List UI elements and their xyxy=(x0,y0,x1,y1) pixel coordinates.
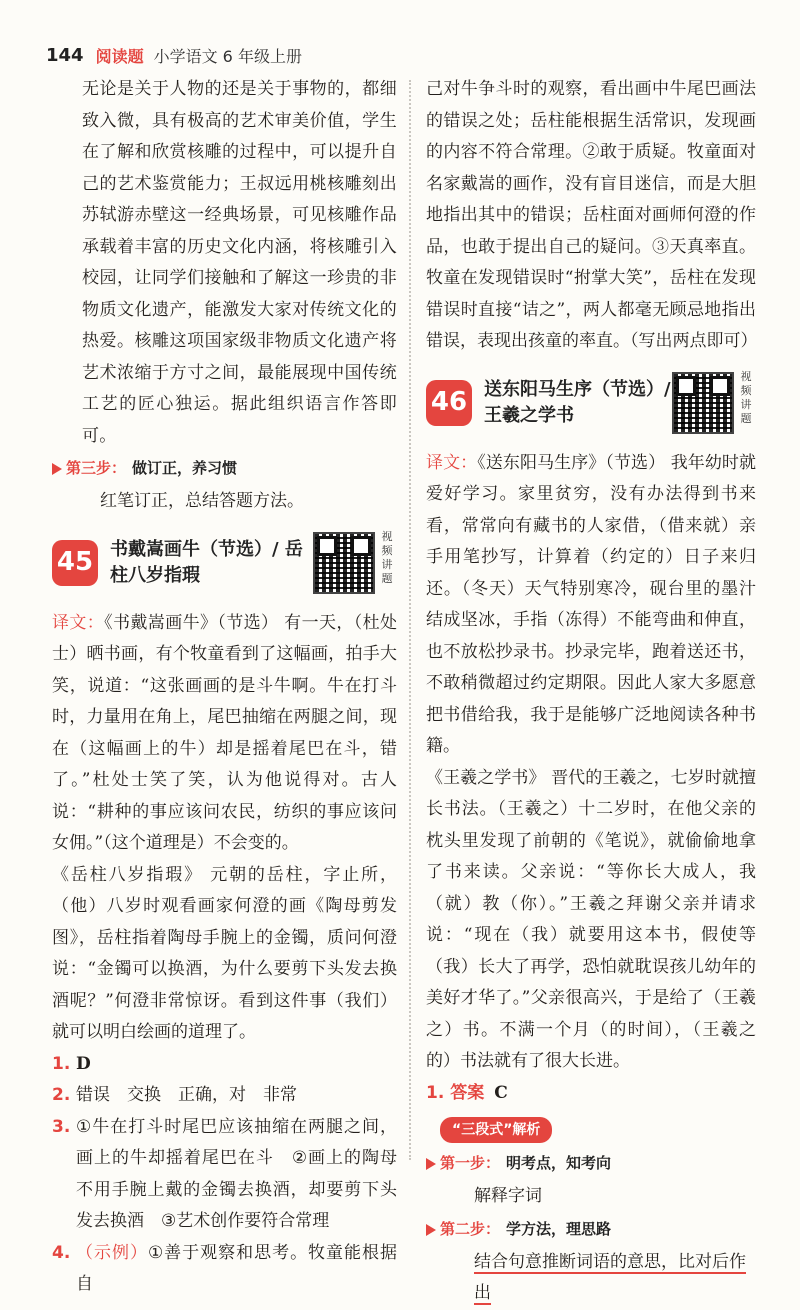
page-number: 144 xyxy=(46,44,84,66)
arrow-icon xyxy=(426,1224,436,1236)
lesson-title: 送东阳马生序（节选）/ 王羲之学书 xyxy=(484,378,671,426)
lesson-46-title xyxy=(426,368,756,438)
lesson-45-title xyxy=(52,528,397,598)
answer-3: 3. ①牛在打斗时尾巴应该抽缩在两腿之间，画上的牛却摇着尾巴在斗 ②画上的陶母不用手腕上戴的金镯去换酒，却要剪下头发去换酒 ③艺术创作要符合常理 xyxy=(52,1116,397,1231)
arrow-icon xyxy=(52,463,62,475)
video-label: 视频讲题 xyxy=(381,529,393,585)
column-divider xyxy=(409,80,411,1160)
qr-code-icon[interactable] xyxy=(672,372,734,434)
section-label: 阅读题 xyxy=(95,46,144,66)
answer-2: 2. 错误 交换 正确，对 非常 xyxy=(52,1085,297,1105)
step2-body: 结合句意推断词语的意思，比对后作出 xyxy=(474,1251,746,1303)
answer-4: 4. （示例）①善于观察和思考。牧童能根据自 xyxy=(52,1242,398,1294)
right-column xyxy=(426,74,756,1310)
arrow-icon xyxy=(426,1158,436,1170)
step1-heading: 第一步： 明考点，知考向 xyxy=(426,1147,756,1181)
analysis-pill: “三段式”解析 xyxy=(440,1117,552,1143)
video-label: 视频讲题 xyxy=(740,369,752,425)
translation-1: 译文：《书戴嵩画牛》（节选） 有一天，（杜处士）晒书画，有个牧童看到了这幅画，拍手大笑，说道：“这张画画的是斗牛啊。牛在打斗时，力量用在角上，尾巴抽缩在两腿之间，现在（这幅画上的牛）却是摇着尾巴在斗，错了。”杜处士笑了笑，认为他说得对。古人说：“耕种的事应该问农民，纺织的事应该问女佣。”（这个道理是）不会变的。 xyxy=(52,612,397,853)
translation-1: 译文：《送东阳马生序》（节选） 我年幼时就爱好学习。家里贫穷，没有办法得到书来看，常常向有藏书的人家借，（借来就）亲手用笔抄写，计算着（约定的）日子来归还。（冬天）天气特别寒冷，砚台里的墨汁结成坚冰，手指（冻得）不能弯曲和伸直，也不放松抄录书。抄录完毕，跑着送还书，不敢稍微超过约定期限。因此人家大多愿意把书借给我，我于是能够广泛地阅读各种书籍。 xyxy=(426,452,757,756)
book-title: 小学语文 6 年级上册 xyxy=(153,46,302,66)
lesson-number-badge: 45 xyxy=(52,540,98,586)
translation-2: 《王羲之学书》 晋代的王羲之，七岁时就擅长书法。（王羲之）十二岁时，在他父亲的枕头里发现了前朝的《笔说》，就偷偷地拿了书来读。父亲说：“等你长大成人，我（就）教（你）。”王羲之拜谢父亲并请求说：“现在（我）就要用这本书，假使等（我）长大了再学，恐怕就耽误孩儿幼年的美好才华了。”父亲很高兴，于是给了（王羲之）书。不满一个月（的时间），（王羲之的）书法就有了很大长进。 xyxy=(426,767,756,1071)
step2-heading: 第二步： 学方法，理思路 xyxy=(426,1213,756,1247)
lesson-number-badge: 46 xyxy=(426,380,472,426)
answer-1: 1. 答案 C xyxy=(426,1082,508,1103)
translation-2: 《岳柱八岁指瑕》 元朝的岳柱，字止所，（他）八岁时观看画家何澄的画《陶母剪发图》，岳柱指着陶母手腕上的金镯，质问何澄说：“金镯可以换酒，为什么要剪下头发去换酒呢？”何澄非常惊讶。看到这件事（我们）就可以明白绘画的道理了。 xyxy=(52,864,397,1042)
answer-4-continued: 己对牛争斗时的观察，看出画中牛尾巴画法的错误之处；岳柱能根据生活常识，发现画的内容不符合常理。②敢于质疑。牧童面对名家戴嵩的画作，没有盲目迷信，而是大胆地指出其中的错误；岳柱面对画师何澄的作品，也敢于提出自己的疑问。③天真率直。牧童在发现错误时“拊掌大笑”，岳柱在发现错误时直接“诘之”，两人都毫无顾忌地指出错误，表现出孩童的率直。（写出两点即可） xyxy=(426,79,758,351)
step1-body: 解释字词 xyxy=(474,1186,542,1206)
page-header xyxy=(46,40,302,70)
step3-heading: 第三步： 做订正，养习惯 xyxy=(52,452,397,486)
intro-paragraph: 无论是关于人物的还是关于事物的，都细致入微，具有极高的艺术审美价值，学生在了解和欣赏核雕的过程中，可以提升自己的艺术鉴赏能力；王叔远用桃核雕刻出苏轼游赤壁这一经典场景，可见核雕作品承载着丰富的历史文化内涵，将核雕引入校园，让同学们接触和了解这一珍贵的非物质文化遗产，能激发大家对传统文化的热爱。核雕这项国家级非物质文化遗产将艺术浓缩于方寸之间，最能展现中国传统工艺的匠心独运。据此组织语言作答即可。 xyxy=(82,79,397,446)
step3-body: 红笔订正，总结答题方法。 xyxy=(100,491,304,511)
qr-code-icon[interactable] xyxy=(313,532,375,594)
lesson-title: 书戴嵩画牛（节选）/ 岳柱八岁指瑕 xyxy=(110,538,303,586)
answer-1: 1. D xyxy=(52,1053,91,1074)
left-column xyxy=(52,74,397,1301)
